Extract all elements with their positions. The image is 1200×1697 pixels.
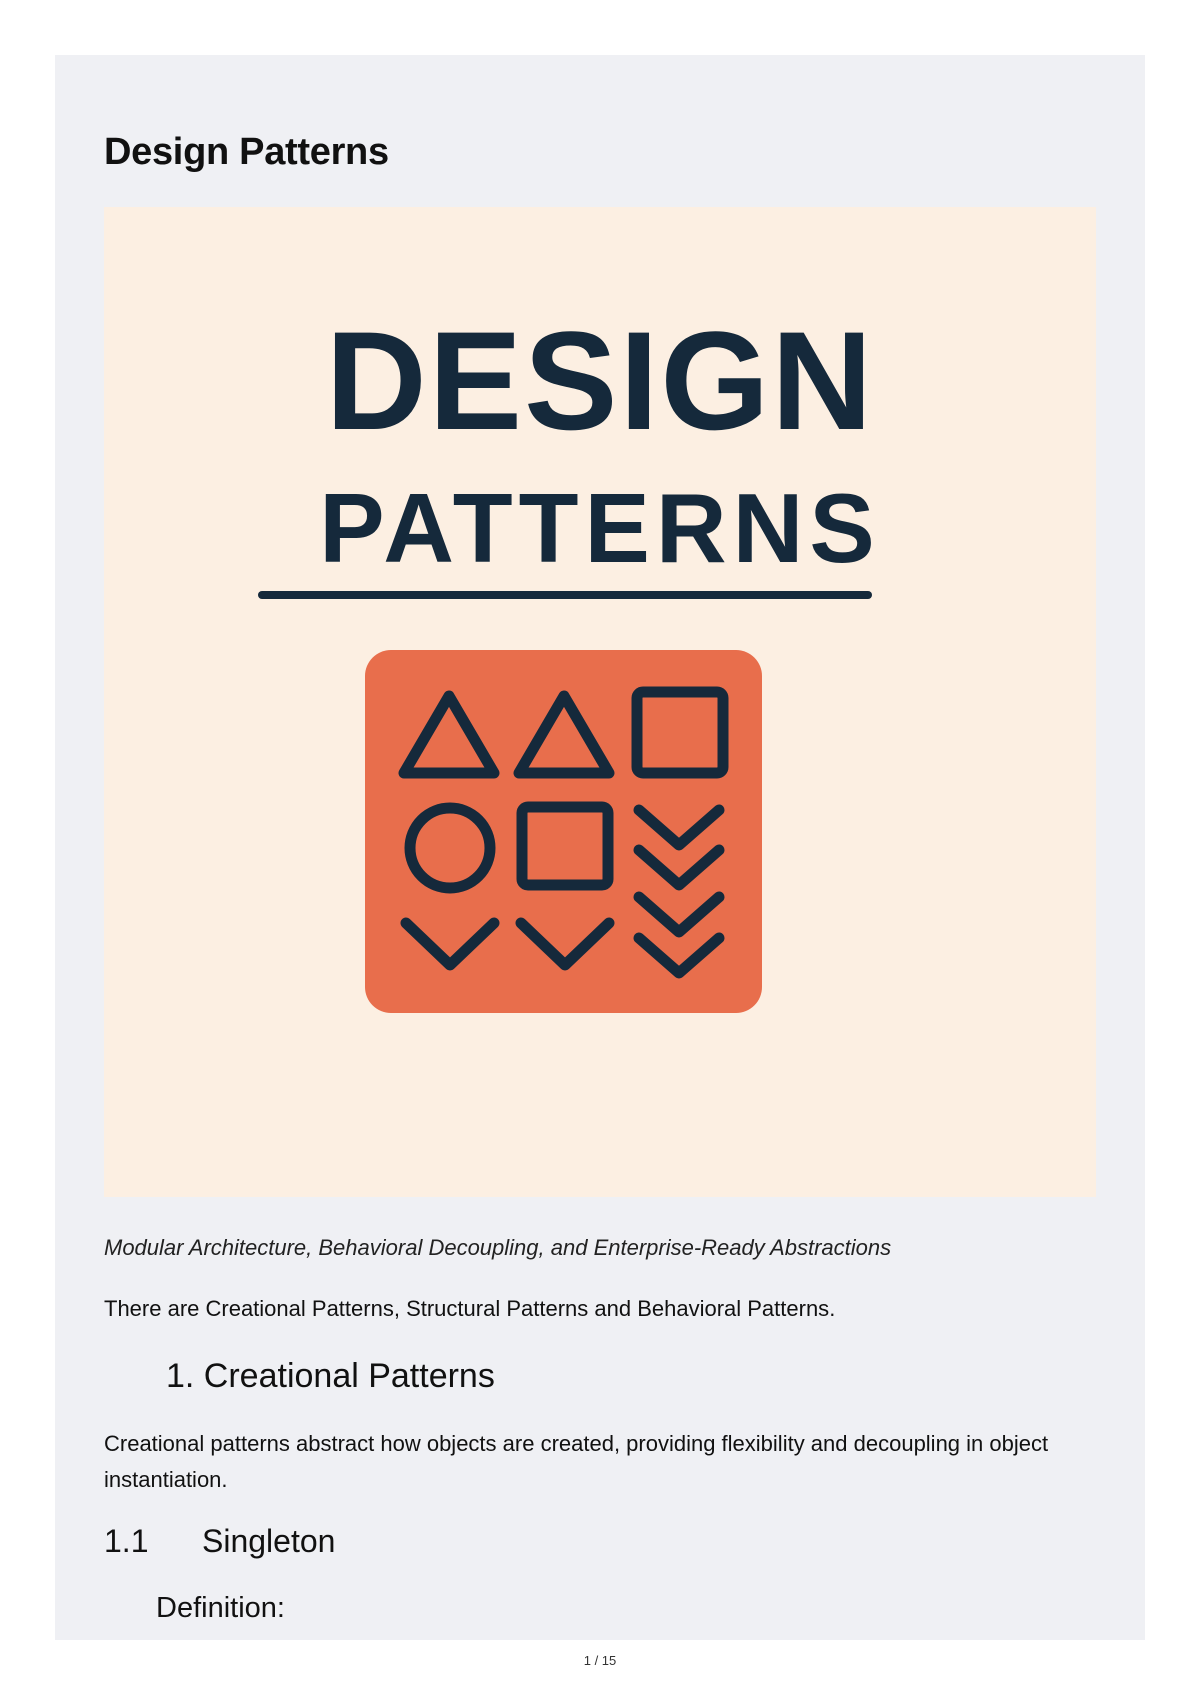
subsection-heading-singleton	[104, 1523, 335, 1560]
cover-illustration	[104, 207, 1096, 1197]
intro-separator: ,	[393, 1296, 407, 1321]
subsection-title: Singleton	[202, 1523, 336, 1559]
section-heading-creational: 1. Creational Patterns	[166, 1357, 495, 1395]
behavioral-patterns-term: Behavioral Patterns	[637, 1296, 830, 1321]
document-title: Design Patterns	[104, 131, 389, 173]
page-indicator: 1 / 15	[583, 1653, 617, 1668]
creational-description: Creational patterns abstract how objects are created, providing flexibility and decoupling in object instantiation.	[104, 1431, 1049, 1492]
intro-separator: and	[588, 1296, 638, 1321]
intro-text: There are	[104, 1296, 206, 1321]
intro-paragraph	[104, 1296, 835, 1322]
creational-patterns-term: Creational Patterns	[205, 1296, 394, 1321]
definition-heading: Definition:	[156, 1592, 285, 1624]
cover-title-line-1: DESIGN	[325, 302, 875, 459]
cover-image	[104, 207, 1096, 1197]
cover-title-line-2: PATTERNS	[319, 473, 881, 583]
cover-divider-line	[258, 591, 872, 599]
intro-period: .	[829, 1296, 836, 1321]
cover-caption: Modular Architecture, Behavioral Decoupling, and Enterprise-Ready Abstractions	[104, 1235, 892, 1260]
structural-patterns-term: Structural Patterns	[406, 1296, 589, 1321]
document-page	[55, 55, 1145, 1640]
subsection-number: 1.1	[104, 1523, 149, 1559]
